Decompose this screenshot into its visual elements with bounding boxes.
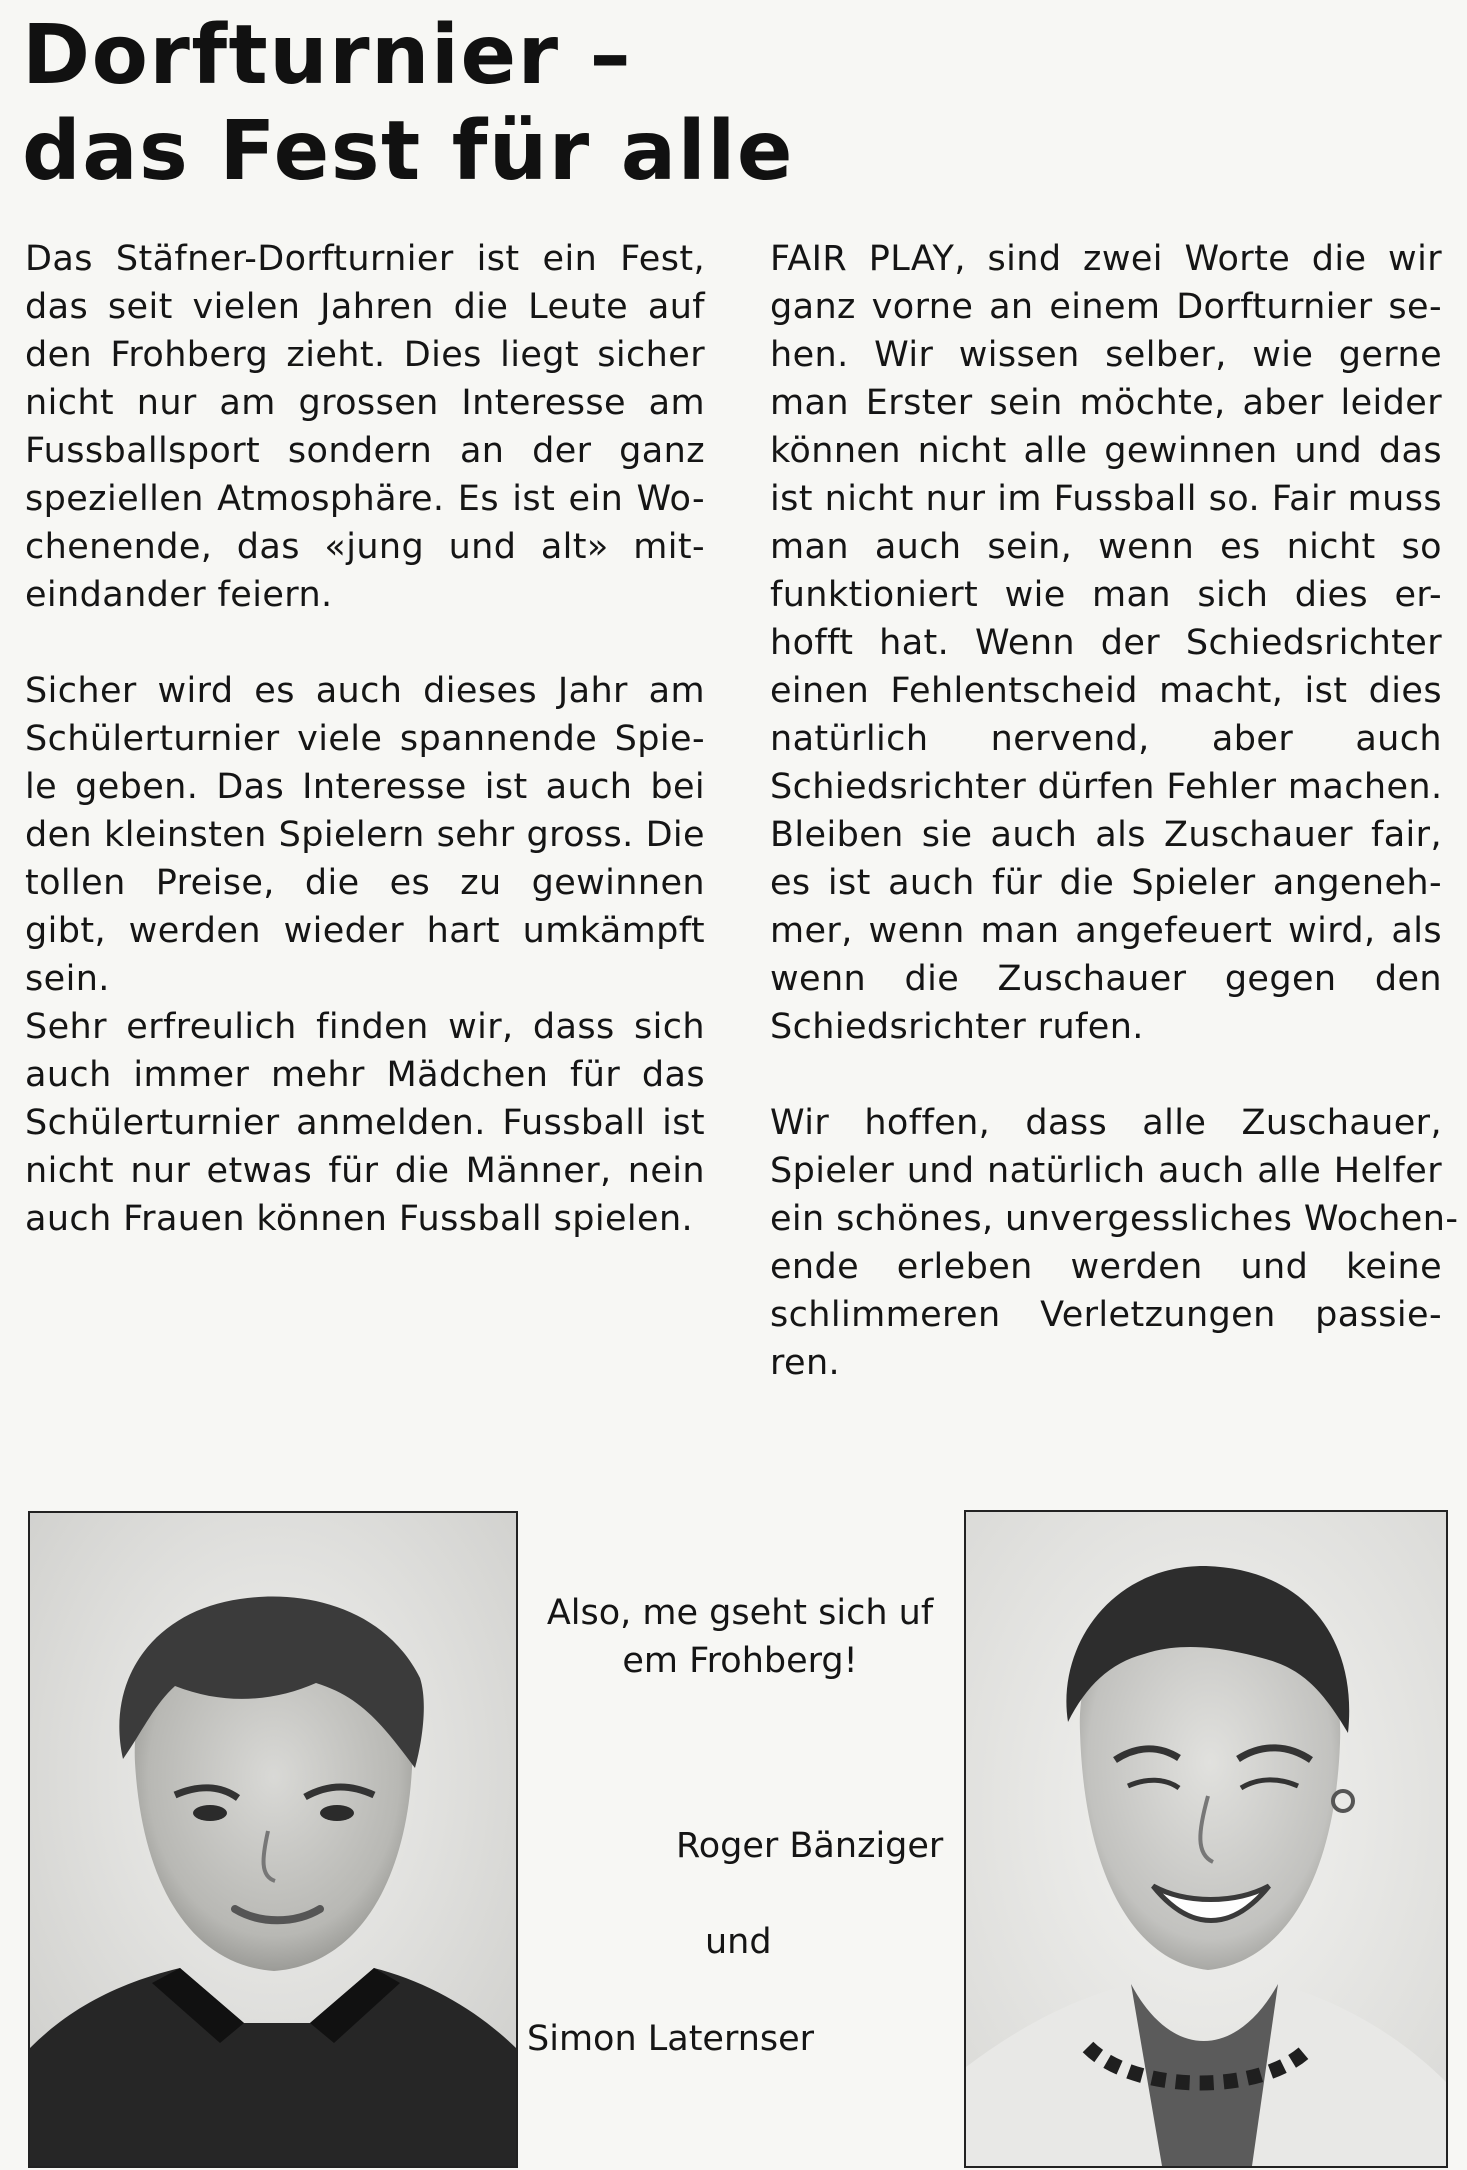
text-line: Spieler und natürlich auch alle Helfer <box>770 1151 1442 1191</box>
text-line: nicht nur etwas für die Männer, nein <box>25 1151 705 1191</box>
closing-line-2: em Frohberg! <box>622 1641 858 1681</box>
paragraph-gap <box>770 1051 1442 1099</box>
text-line: wenn die Zuschauer gegen den <box>770 959 1442 999</box>
left-portrait-photo <box>28 1511 518 2168</box>
closing-line-1: Also, me gseht sich uf <box>546 1593 934 1633</box>
text-line: ist nicht nur im Fussball so. Fair muss <box>770 479 1442 519</box>
right-text-column <box>770 235 1459 1387</box>
text-line: man auch sein, wenn es nicht so <box>770 527 1442 567</box>
text-line: schlimmeren Verletzungen passie- <box>770 1295 1442 1335</box>
text-line: auch immer mehr Mädchen für das <box>25 1055 705 1095</box>
text-line: hofft hat. Wenn der Schiedsrichter <box>770 623 1442 663</box>
text-line: le geben. Das Interesse ist auch bei <box>25 767 705 807</box>
text-line: tollen Preise, die es zu gewinnen <box>25 863 705 903</box>
text-line: ganz vorne an einem Dorfturnier se- <box>770 287 1442 327</box>
text-line: Das Stäfner-Dorfturnier ist ein Fest, <box>25 239 705 279</box>
author-name-2: Simon Laternser <box>527 2019 815 2059</box>
author-name-1: Roger Bänziger <box>676 1826 944 1866</box>
text-line: auch Frauen können Fussball spielen. <box>25 1199 694 1239</box>
text-line: Schülerturnier viele spannende Spie- <box>25 719 705 759</box>
text-line: es ist auch für die Spieler angeneh- <box>770 863 1442 903</box>
text-line: eindander feiern. <box>25 575 333 615</box>
text-line: gibt, werden wieder hart umkämpft <box>25 911 705 951</box>
text-line: nicht nur am grossen Interesse am <box>25 383 705 423</box>
text-line: Schiedsrichter dürfen Fehler machen. <box>770 767 1443 807</box>
text-line: FAIR PLAY, sind zwei Worte die wir <box>770 239 1442 279</box>
text-line: ende erleben werden und keine <box>770 1247 1442 1287</box>
text-line: ren. <box>770 1343 841 1383</box>
text-line: den Frohberg zieht. Dies liegt sicher <box>25 335 705 375</box>
text-line: Schiedsrichter rufen. <box>770 1007 1144 1047</box>
text-line: chenende, das «jung und alt» mit- <box>25 527 705 567</box>
text-line: mer, wenn man angefeuert wird, als <box>770 911 1442 951</box>
text-line: ein schönes, unvergessliches Wochen- <box>770 1199 1459 1239</box>
text-line: Sicher wird es auch dieses Jahr am <box>25 671 705 711</box>
text-line: Wir hoffen, dass alle Zuschauer, <box>770 1103 1442 1143</box>
article-title-line-2: das Fest für alle <box>22 104 794 199</box>
text-line: man Erster sein möchte, aber leider <box>770 383 1442 423</box>
right-portrait-photo <box>964 1510 1448 2168</box>
text-line: den kleinsten Spielern sehr gross. Die <box>25 815 705 855</box>
right-portrait-image <box>966 1512 1446 2166</box>
text-line: speziellen Atmosphäre. Es ist ein Wo- <box>25 479 705 519</box>
text-line: Sehr erfreulich finden wir, dass sich <box>25 1007 705 1047</box>
text-line: einen Fehlentscheid macht, ist dies <box>770 671 1442 711</box>
text-line: können nicht alle gewinnen und das <box>770 431 1442 471</box>
text-line: das seit vielen Jahren die Leute auf <box>25 287 705 327</box>
text-line: sein. <box>25 959 110 999</box>
left-portrait-image <box>30 1513 516 2166</box>
closing-message <box>540 1589 940 1685</box>
text-line: Fussballsport sondern an der ganz <box>25 431 705 471</box>
left-text-column <box>25 235 705 1243</box>
article-title-line-1: Dorfturnier – <box>22 8 633 103</box>
article-title <box>22 8 882 200</box>
text-line: natürlich nervend, aber auch <box>770 719 1442 759</box>
text-line: Bleiben sie auch als Zuschauer fair, <box>770 815 1442 855</box>
author-connector: und <box>705 1922 772 1962</box>
text-line: hen. Wir wissen selber, wie gerne <box>770 335 1442 375</box>
paragraph-gap <box>25 619 705 667</box>
text-line: funktioniert wie man sich dies er- <box>770 575 1442 615</box>
text-line: Schülerturnier anmelden. Fussball ist <box>25 1103 705 1143</box>
